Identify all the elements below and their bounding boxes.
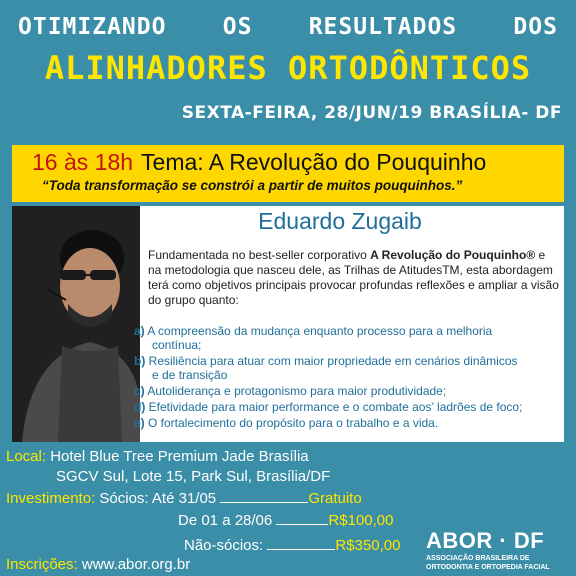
list-item-text: Efetividade para maior performance e o combate aos’ ladrões de foco;: [145, 400, 523, 414]
list-item-letter: e): [134, 416, 145, 430]
list-item: [134, 324, 564, 352]
abor-subtitle-2: ORTODONTIA E ORTOPEDIA FACIAL: [426, 564, 550, 571]
tema-title: Tema: A Revolução do Pouquinho: [141, 149, 487, 175]
list-item-text: A compreensão da mudança enquanto processo para a melhoria: [144, 324, 493, 338]
tema-quote: “Toda transformação se constrói a partir de muitos pouquinhos.”: [42, 178, 463, 193]
speaker-name: Eduardo Zugaib: [258, 208, 422, 234]
list-item-letter: a): [134, 324, 145, 338]
event-date: SEXTA-FEIRA, 28/JUN/19 BRASÍLIA- DF: [181, 103, 562, 123]
headline-word: RESULTADOS: [308, 14, 458, 40]
list-item-text: O fortalecimento do propósito para o trabalho e a vida.: [144, 416, 439, 430]
list-item: [134, 354, 564, 382]
description-part1: Fundamentada no best-seller corporativo: [148, 248, 371, 262]
description: [148, 248, 560, 308]
tema-line: [32, 149, 486, 176]
list-item-letter: c): [134, 384, 145, 398]
inscricoes-line: [6, 556, 190, 573]
local-address-1: Hotel Blue Tree Premium Jade Brasília: [46, 448, 309, 465]
local-label: Local:: [6, 448, 47, 465]
list-item: [134, 384, 564, 398]
content-panel: [12, 206, 564, 442]
investimento-period2-price: R$100,00: [328, 512, 394, 529]
investimento-period2: De 01 a 28/06: [178, 512, 277, 529]
investimento-naosocios: Não-sócios:: [184, 537, 268, 554]
tema-time: 16 às 18h: [32, 149, 134, 175]
speaker-photo: [12, 206, 140, 442]
description-part2: e na metodologia que nasceu dele, as Trilhas de AtitudesTM, esta abordagem terá como objetivos principais provocar profundas reflexões e ampliar a visão do grupo quanto:: [148, 248, 559, 307]
price-dash: [276, 524, 328, 525]
investimento-line3: [184, 537, 400, 554]
list-item-text: Autoliderança e protagonismo para maior produtividade;: [144, 384, 447, 398]
investimento-socios-price: Gratuito: [308, 490, 362, 507]
list-item-text: Resiliência para atuar com maior propriedade em cenários dinâmicos: [145, 354, 518, 368]
speaker-photo-illustration: [12, 206, 140, 442]
list-item-letter: d): [134, 400, 146, 414]
investimento-naosocios-price: R$350,00: [335, 537, 401, 554]
abor-name: ABOR · DF: [426, 528, 545, 553]
headline-line1: [18, 14, 558, 40]
list-item: [134, 416, 564, 430]
local-address-2: SGCV Sul, Lote 15, Park Sul, Brasília/DF: [56, 468, 331, 485]
investimento-line2: [178, 512, 393, 529]
description-book: A Revolução do Pouquinho®: [370, 248, 536, 262]
investimento-line1: [6, 490, 362, 507]
abor-logo: [426, 528, 572, 572]
list-item: [134, 400, 564, 414]
headline-line2: ALINHADORES ORTODÔNTICOS: [44, 49, 532, 87]
headline-word: OTIMIZANDO: [18, 14, 167, 40]
headline-word: OS: [222, 14, 253, 40]
investimento-label: Investimento:: [6, 490, 96, 507]
list-item-cont: e de transição: [152, 368, 228, 382]
headline-word: DOS: [513, 14, 558, 40]
list-item-letter: b): [134, 354, 146, 368]
list-item-cont: contínua;: [152, 338, 202, 352]
abor-subtitle-1: ASSOCIAÇÃO BRASILEIRA DE: [426, 555, 530, 562]
local-line1: [6, 448, 309, 465]
price-dash: [267, 549, 335, 550]
price-dash: [220, 502, 308, 503]
inscricoes-url[interactable]: www.abor.org.br: [77, 556, 191, 573]
investimento-socios: Sócios: Até 31/05: [95, 490, 221, 507]
objectives-list: [134, 324, 564, 432]
tema-box: [12, 145, 564, 202]
inscricoes-label: Inscrições:: [6, 556, 78, 573]
